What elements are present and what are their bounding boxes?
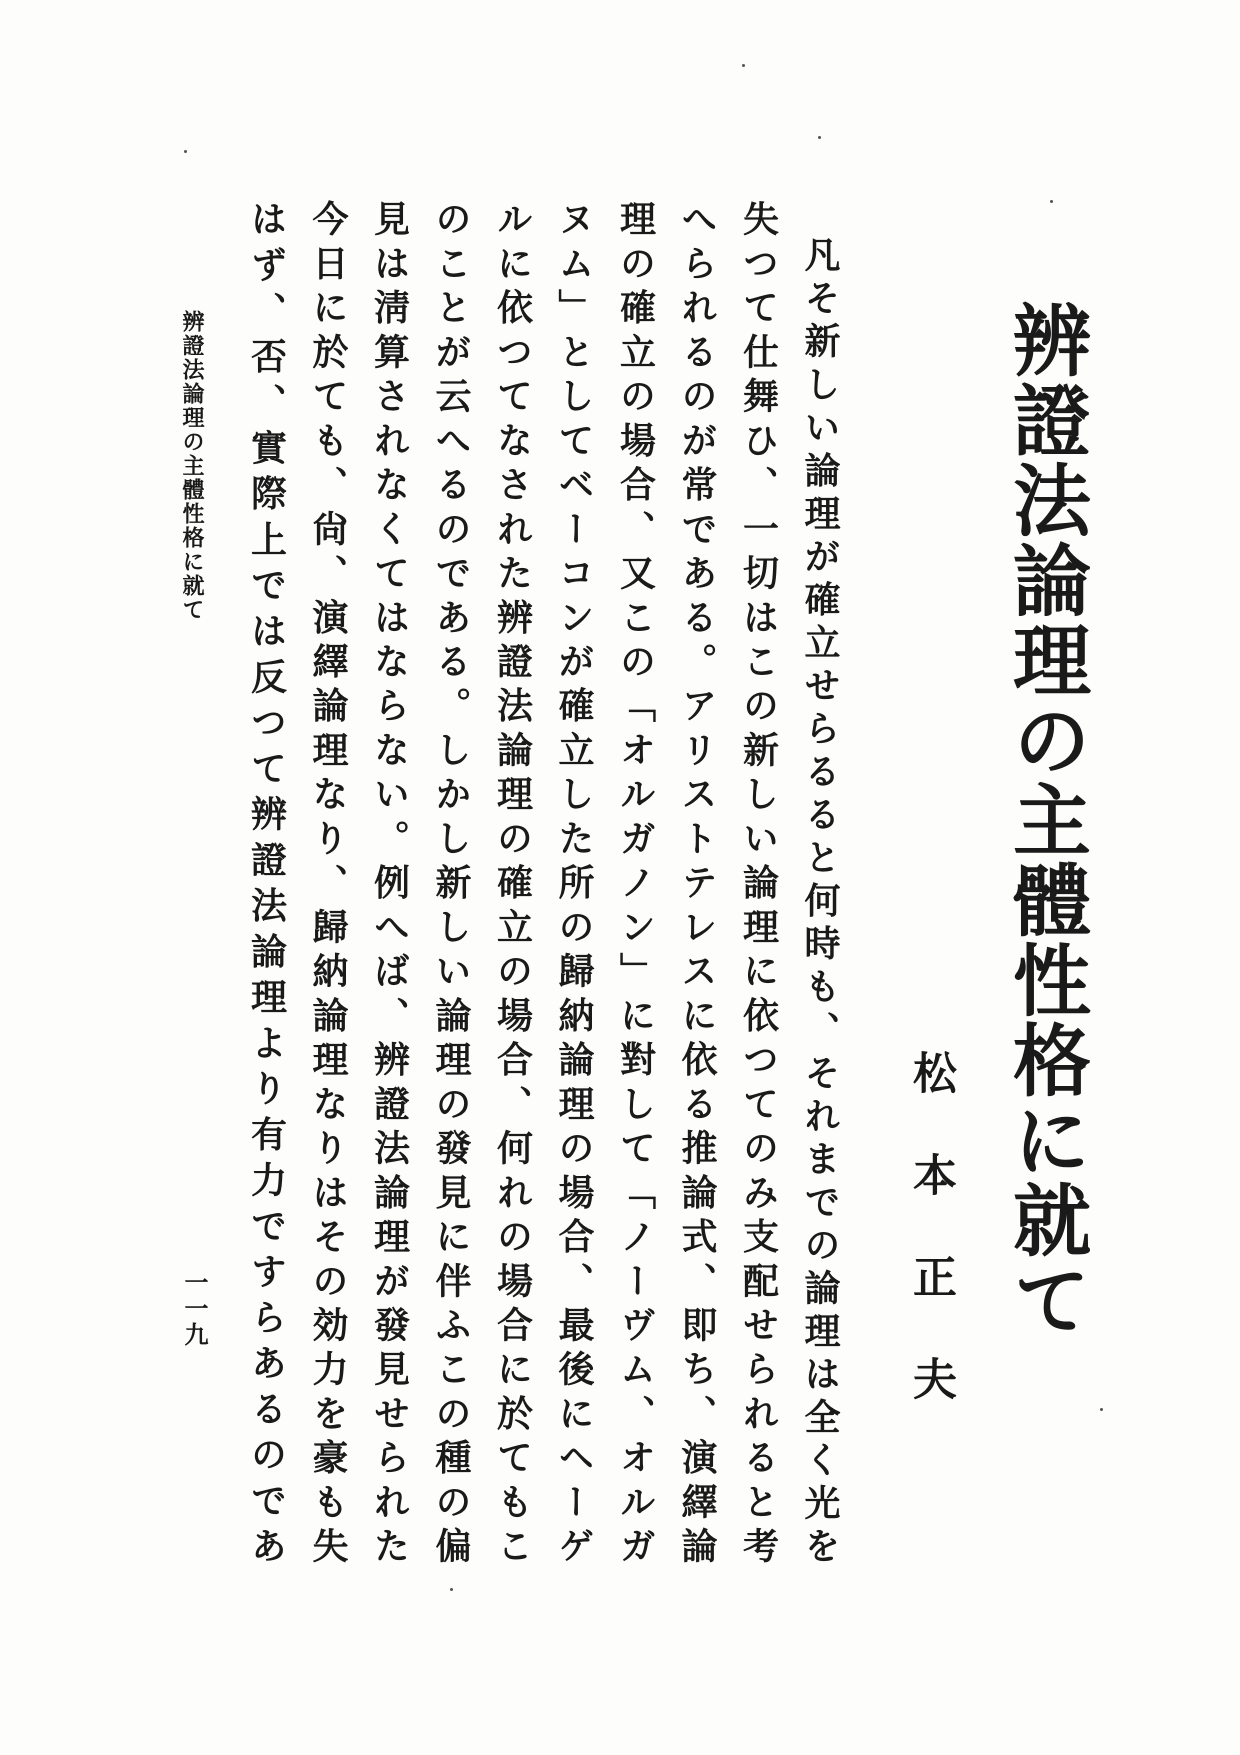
print-speck xyxy=(184,150,187,153)
article-author: 松本正夫 xyxy=(905,1050,956,1458)
running-head: 辨證法論理の主體性格に就て xyxy=(179,310,205,622)
print-speck xyxy=(450,1588,453,1591)
print-speck xyxy=(1100,1408,1103,1411)
print-speck xyxy=(818,136,821,139)
print-speck xyxy=(742,64,745,67)
article-title: 辨證法論理の主體性格に就て xyxy=(1000,300,1091,1340)
article-body xyxy=(230,200,850,1570)
page-number: 一一九 xyxy=(180,1270,209,1348)
body-paragraph: 凡そ新しい論理が確立せらるると何時も、それまでの論理は全く光を失つて仕舞ひ、一切はこの新しい論理に依つてのみ支配せられると考へられるのが常である。アリストテレスに依る推論式、即ち、演繹論理の確立の場合、又この「オルガノン」に對して「ノーヴム、オルガヌム」としてベーコンが確立した所の歸納論理の場合、最後にヘーゲルに依つてなされた辨證法論理の確立の場合、何れの場合に於てもこのことが云へるのである。しかし新しい論理の發見に伴ふこの種の偏見は淸算されなくてはならない。例へば、辨證法論理が發見せられた今日に於ても、尙、演繹論理なり、歸納論理なりはその効力を豪も失はず、否、實際上では反つて辨證法論理より有力ですらあるのであ xyxy=(245,200,841,1570)
print-speck xyxy=(1050,200,1053,203)
